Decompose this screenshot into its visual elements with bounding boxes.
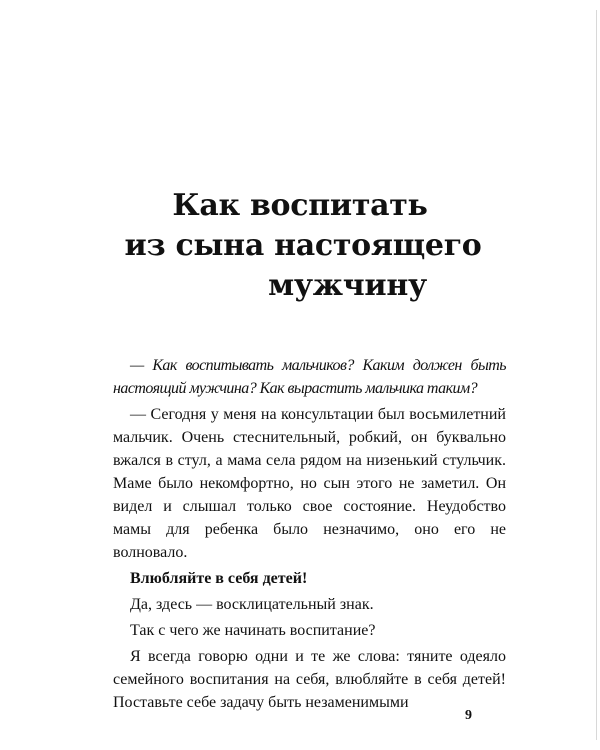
paragraph: Так с чего же начинать воспитание?	[130, 622, 376, 639]
page-edge-divider	[596, 10, 597, 740]
paragraph-heading-bold: Влюбляйте в себя детей!	[130, 570, 308, 587]
paragraph-answer: — Сегодня у меня на консультации был восьмилетний мальчик. Очень стеснительный, робкий, он буквально вжался в стул, а мама села рядом на низенький стульчик. Маме было некомфортно, но сын этого не заметил. Он видел и слышал только свое состояние. Неудобство мамы для ребенка было незначимо, оно его не волновало.	[113, 406, 506, 561]
paragraph-question: — Как воспитывать мальчиков? Каким должен быть настоящий мужчина? Как вырастить мальчика таким?	[113, 357, 506, 397]
chapter-title	[0, 186, 600, 306]
page-number: 9	[465, 708, 472, 723]
paragraph: Я всегда говорю одни и те же слова: тяните одеяло семейного воспитания на себя, влюбляйте в себя детей! Поставьте себе задачу быть незаменимыми	[113, 648, 506, 711]
chapter-title-line-2: из сына настоящего	[124, 228, 482, 263]
chapter-title-line-1: Как воспитать	[172, 188, 428, 223]
paragraph: Да, здесь — восклицательный знак.	[130, 596, 374, 613]
chapter-title-line-3: мужчину	[268, 268, 427, 303]
body-text	[113, 354, 506, 714]
